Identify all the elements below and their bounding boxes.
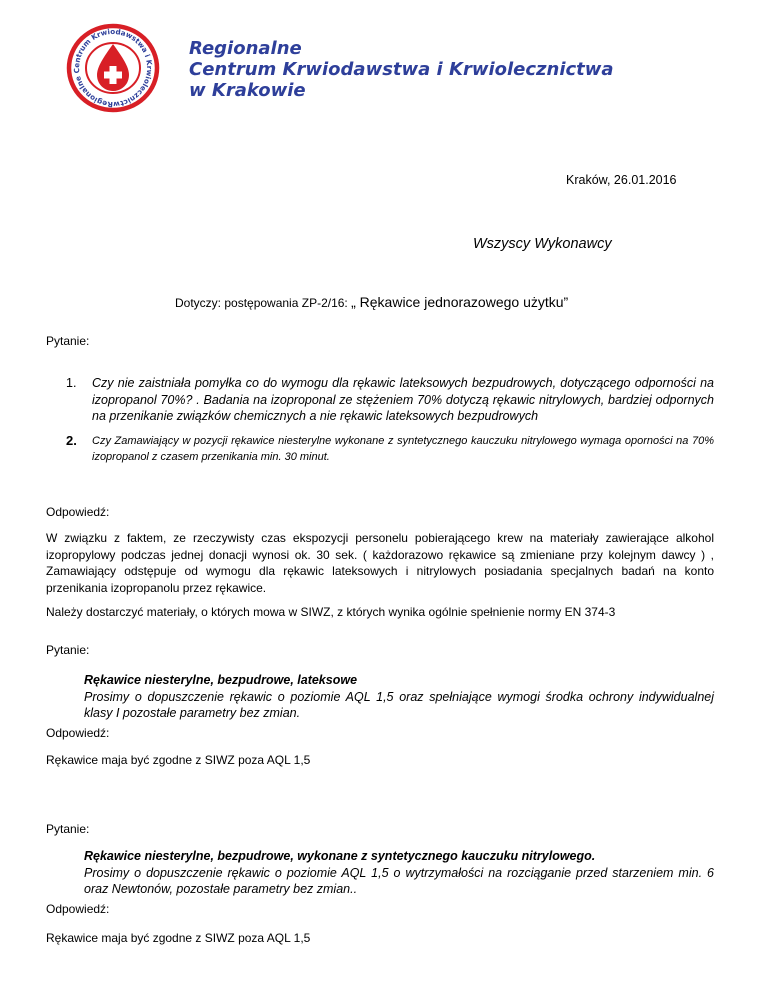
question-block xyxy=(84,848,714,898)
org-name xyxy=(189,38,614,101)
question-item xyxy=(66,434,714,465)
org-name-line: Centrum Krwiodawstwa i Krwiolecznictwa xyxy=(189,59,614,80)
org-name-line: Regionalne xyxy=(189,38,302,59)
question-text: Prosimy o dopuszczenie rękawic o poziomie AQL 1,5 o wytrzymałości na rozciąganie przed starzeniem min. 6 oraz Newtonów, pozostałe parametry bez zmian.. xyxy=(84,865,714,896)
recipients: Wszyscy Wykonawcy xyxy=(473,236,612,252)
subject-line xyxy=(175,294,568,310)
answer-label: Odpowiedź: xyxy=(46,902,110,916)
answer-label: Odpowiedź: xyxy=(46,505,110,519)
question-item xyxy=(66,375,714,425)
item-number: 2. xyxy=(66,433,77,448)
item-number: 1. xyxy=(66,376,77,390)
answer-text: Należy dostarczyć materiały, o których mowa w SIWZ, z których wynika ogólnie spełnienie normy EN 374-3 xyxy=(46,605,616,619)
letter-date: Kraków, 26.01.2016 xyxy=(566,173,677,187)
question-label: Pytanie: xyxy=(46,643,90,657)
answer-label: Odpowiedź: xyxy=(46,726,110,740)
answer-text: Rękawice maja być zgodne z SIWZ poza AQL 1,5 xyxy=(46,931,311,945)
subject-prefix: Dotyczy: postępowania ZP-2/16: xyxy=(175,296,352,310)
question-heading: Rękawice niesterylne, bezpudrowe, wykonane z syntetycznego kauczuku nitrylowego. xyxy=(84,849,596,863)
item-text: Czy nie zaistniała pomyłka co do wymogu dla rękawic lateksowych bezpudrowych, dotyczącego odporności na izopropanol 70%? . Badania na izoproponal ze stężeniem 70% dotyczą rękawic nitrylowych, bardziej odpornych na przenikanie związków chemicznych a nie rękawic lateksowych bezpudrowych xyxy=(92,376,714,423)
question-block xyxy=(84,672,714,722)
org-name-line: w Krakowie xyxy=(189,80,306,101)
answer-text: Rękawice maja być zgodne z SIWZ poza AQL 1,5 xyxy=(46,753,311,767)
logo-graphic xyxy=(58,22,168,114)
subject-title: „ Rękawice jednorazowego użytku” xyxy=(351,294,569,310)
question-label: Pytanie: xyxy=(46,822,90,836)
question-text: Prosimy o dopuszczenie rękawic o poziomie AQL 1,5 oraz spełniające wymogi środka ochrony indywidualnej klasy I pozostałe parametry bez zmian. xyxy=(84,689,714,720)
answer-text: W związku z faktem, ze rzeczywisty czas ekspozycji personelu pobierającego krew na materiały zawierające alkohol izopropylowy podczas jednej donacji wynosi ok. 30 sek. ( każdorazowo rękawice są zmieniane przy kolejnym dawcy ) , Zamawiający odstępuje od wymogu dla rękawic lateksowych i nitrylowych posiadania specjalnych badań na konto przenikania izopropanolu przez rękawice. xyxy=(46,531,714,595)
question-heading: Rękawice niesterylne, bezpudrowe, lateksowe xyxy=(84,673,358,687)
item-text: Czy Zamawiający w pozycji rękawice niesterylne wykonane z syntetycznego kauczuku nitrylowego wymaga oporności na 70% izopropanol z czasem przenikania min. 30 minut. xyxy=(92,435,714,463)
logo-ring-text: Regionalne Centrum Krwiodawstwa i Krwiolecznictw xyxy=(71,26,155,110)
institution-logo xyxy=(58,22,168,114)
question-label: Pytanie: xyxy=(46,334,90,348)
